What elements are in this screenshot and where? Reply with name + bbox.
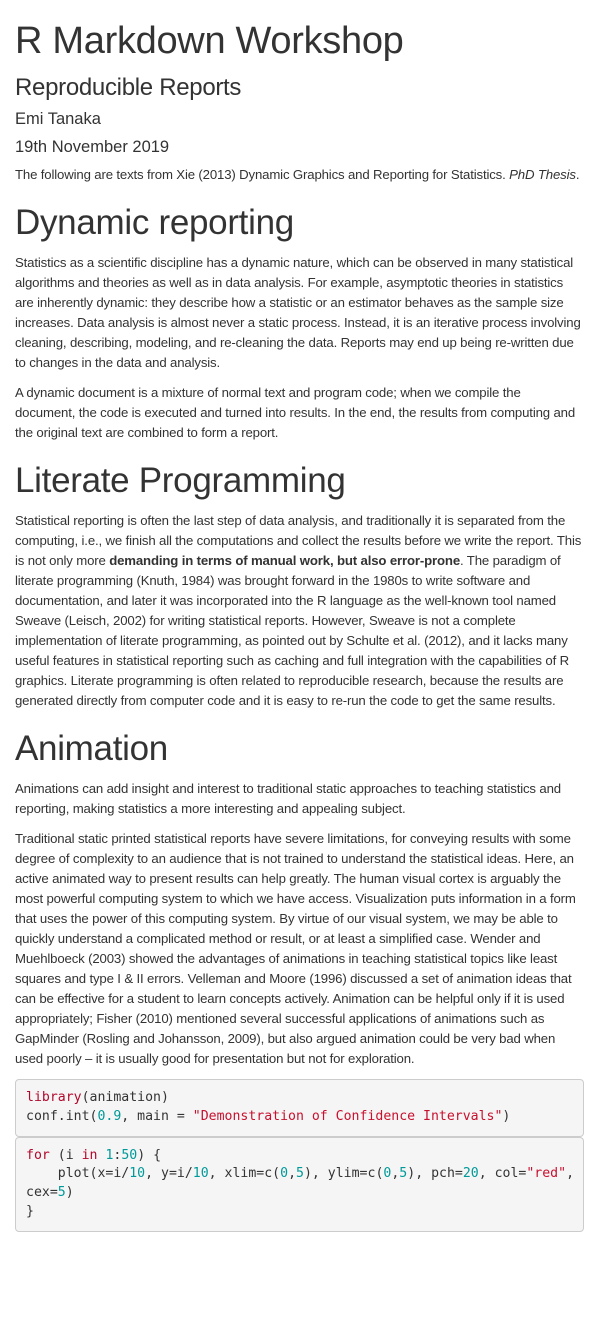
code-number: 10 bbox=[129, 1166, 146, 1182]
code-number: 20 bbox=[462, 1166, 479, 1182]
heading-animation: Animation bbox=[15, 729, 168, 768]
code-string: "red" bbox=[526, 1166, 567, 1182]
code-text: , y=i/ bbox=[145, 1166, 193, 1182]
code-block-2[interactable] bbox=[15, 1137, 584, 1232]
code-number: 10 bbox=[192, 1166, 209, 1182]
code-text: plot(x=i/ bbox=[26, 1166, 130, 1182]
intro-emphasis: PhD Thesis bbox=[509, 167, 576, 182]
literate-text-after: . The paradigm of literate programming (Knuth, 1984) was brought forward in the 1980s to write software and documentation, and later it was incorporated into the R language as the well-known tool named Sweave (Leisch, 2002) for writing statistical reports. However, Sweave is not a complete implementation of literate programming, as pointed out by Schulte et al. (2012), and it lacks many useful features in statistical reporting such as caching and full integration with the capabilities of R graphics. Literate programming is often related to reproducible research, because the results are generated directly from computer code and it is easy to re-run the code to get the same results. bbox=[15, 553, 569, 708]
code-text: (i bbox=[49, 1147, 82, 1163]
code-number: 0.9 bbox=[97, 1108, 122, 1124]
code-text: ) bbox=[502, 1108, 511, 1124]
document-title: R Markdown Workshop bbox=[15, 20, 404, 62]
code-text: } bbox=[26, 1203, 34, 1219]
code-text: : bbox=[113, 1147, 122, 1163]
code-text: ), ylim=c( bbox=[303, 1166, 384, 1182]
code-block-1[interactable] bbox=[15, 1079, 584, 1137]
intro-text: The following are texts from Xie (2013) Dynamic Graphics and Reporting for Statistics. bbox=[15, 167, 510, 182]
literate-paragraph-1 bbox=[15, 511, 584, 711]
code-number: 5 bbox=[296, 1166, 304, 1182]
code-text: ) bbox=[65, 1185, 74, 1201]
dynamic-paragraph-1: Statistics as a scientific discipline has a dynamic nature, which can be observed in many statistical algorithms and theories as well as in data analysis. For example, asymptotic theories in statistics are inherently dynamic: they describe how a statistic or an estimator behaves as the sample size increases. Data analysis is almost never a static process. Instead, it is an iterative process involving cleaning, describing, modeling, and re-cleaning the data. Reports may end up being re-written due to changes in the data and analysis. bbox=[15, 255, 581, 370]
code-text: ), pch= bbox=[407, 1166, 463, 1182]
code-number: 50 bbox=[121, 1147, 138, 1163]
code-text: , bbox=[566, 1166, 575, 1182]
code-text: ) { bbox=[137, 1147, 162, 1163]
code-number: 5 bbox=[57, 1185, 66, 1201]
code-text: , main = bbox=[121, 1108, 193, 1124]
code-text: , bbox=[288, 1166, 297, 1182]
heading-literate-programming: Literate Programming bbox=[15, 461, 346, 500]
intro-tail: . bbox=[575, 167, 580, 182]
code-text: , col= bbox=[478, 1166, 527, 1182]
code-text: (animation) bbox=[81, 1090, 169, 1105]
code-text: cex= bbox=[26, 1185, 58, 1201]
code-text: conf.int( bbox=[26, 1108, 98, 1124]
code-keyword: for bbox=[26, 1147, 50, 1163]
literate-text-before: Statistical reporting is often the last step of data analysis, and traditionally it is separated from the computing, i.e., we finish all the computations and collect the results before we write the report. This is not only more bbox=[15, 513, 582, 568]
heading-dynamic-reporting: Dynamic reporting bbox=[15, 203, 294, 242]
animation-paragraph-1: Animations can add insight and interest to traditional static approaches to teaching statistics and reporting, making statistics a more interesting and appealing subject. bbox=[15, 781, 561, 816]
document-author: Emi Tanaka bbox=[15, 110, 101, 128]
code-text: , bbox=[391, 1166, 400, 1182]
code-keyword: library bbox=[26, 1090, 82, 1105]
literate-bold-text: demanding in terms of manual work, but also error-prone bbox=[109, 553, 460, 568]
document-subtitle: Reproducible Reports bbox=[15, 74, 242, 101]
code-number: 5 bbox=[399, 1166, 408, 1182]
code-number: 0 bbox=[280, 1166, 289, 1182]
code-text: , xlim=c( bbox=[208, 1166, 281, 1182]
code-string: "Demonstration of Confidence Intervals" bbox=[192, 1108, 503, 1124]
intro-paragraph bbox=[15, 165, 584, 185]
code-keyword: in bbox=[81, 1147, 98, 1163]
dynamic-paragraph-2: A dynamic document is a mixture of normal text and program code; when we compile the document, the code is executed and turned into results. In the end, the results from computing and the original text are combined to form a report. bbox=[15, 385, 576, 440]
animation-paragraph-2: Traditional static printed statistical reports have severe limitations, for conveying results with some degree of complexity to an audience that is not trained to understand the statistical ideas. Here, an active animated way to present results can help greatly. The human visual cortex is arguably the most powerful computing system to which we have access. Visualization puts information in a form that uses the power of this computing system. By virtue of our visual system, we may be able to quickly understand a complicated method or result, or at least a simplified case. Wender and Muehlboeck (2003) showed the advantages of animations in teaching statistical topics like least squares and type I & II errors. Velleman and Moore (1996) discussed a set of animation ideas that can be effective for a student to learn concepts actively. Animation can be helpful only if it is used appropriately; Fisher (2010) mentioned several successful applications of animations such as GapMinder (Rosling and Johansson, 2009), but also argued animation could be very bad when used poorly – it is usually good for presentation but not for exploration. bbox=[15, 831, 576, 1066]
code-number: 1 bbox=[105, 1147, 114, 1163]
document-date: 19th November 2019 bbox=[15, 138, 170, 156]
code-number: 0 bbox=[383, 1166, 392, 1182]
